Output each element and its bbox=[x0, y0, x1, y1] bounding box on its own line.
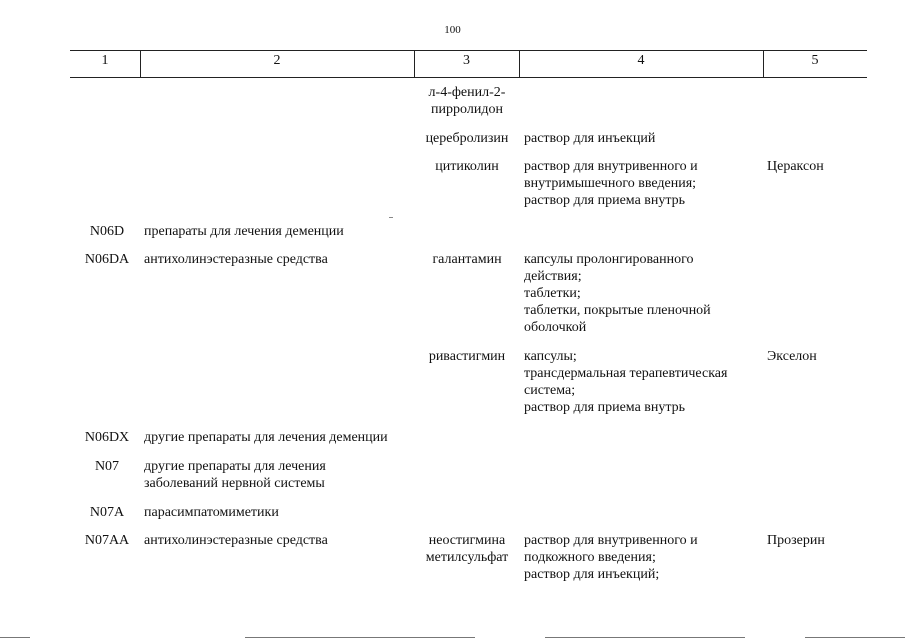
column-header-3: 3 bbox=[463, 53, 470, 68]
scan-edge-line bbox=[545, 637, 745, 638]
dosage-form-cell: раствор для инъекций bbox=[524, 131, 656, 146]
inn-cell: церебролизин bbox=[425, 131, 509, 146]
inn-cell: л-4-фенил-2- пирролидон bbox=[428, 85, 506, 117]
inn-cell: неостигмина метилсульфат bbox=[425, 533, 509, 565]
dosage-form-cell: раствор для внутривенного и внутримышечного введения; раствор для приема внутрь bbox=[524, 159, 698, 208]
column-header-2: 2 bbox=[273, 53, 281, 68]
trade-name-cell: Экселон bbox=[767, 349, 817, 364]
header-bottom-rule bbox=[70, 77, 867, 78]
atc-code-cell: N06DA bbox=[84, 252, 130, 267]
inn-cell: цитиколин bbox=[435, 159, 499, 174]
group-name-cell: другие препараты для лечения заболеваний нервной системы bbox=[144, 459, 326, 491]
inn-cell: ривастигмин bbox=[428, 349, 506, 364]
atc-code-cell: N07A bbox=[89, 505, 125, 520]
page-number: 100 bbox=[444, 24, 461, 36]
dosage-form-cell: капсулы пролонгированного действия; таблетки; таблетки, покрытые пленочной оболочкой bbox=[524, 252, 711, 335]
atc-code-cell: N07AA bbox=[84, 533, 130, 548]
table-top-rule bbox=[70, 50, 867, 51]
atc-code-cell: N06D bbox=[89, 224, 125, 239]
atc-code-cell: N06DX bbox=[84, 430, 130, 445]
scan-edge-line bbox=[245, 637, 475, 638]
scan-edge-line bbox=[0, 637, 30, 638]
trade-name-cell: Прозерин bbox=[767, 533, 825, 548]
column-header-5: 5 bbox=[811, 53, 819, 68]
trade-name-cell: Цераксон bbox=[767, 159, 824, 174]
dosage-form-cell: раствор для внутривенного и подкожного введения; раствор для инъекций; bbox=[524, 533, 698, 582]
scan-speck bbox=[389, 217, 393, 218]
group-name-cell: антихолинэстеразные средства bbox=[144, 252, 328, 267]
group-name-cell: парасимпатомиметики bbox=[144, 505, 279, 520]
group-name-cell: антихолинэстеразные средства bbox=[144, 533, 328, 548]
column-header-4: 4 bbox=[637, 53, 645, 68]
dosage-form-cell: капсулы; трансдермальная терапевтическая система; раствор для приема внутрь bbox=[524, 349, 728, 415]
inn-cell: галантамин bbox=[432, 252, 502, 267]
column-header-1: 1 bbox=[101, 53, 109, 68]
atc-code-cell: N07 bbox=[94, 459, 120, 474]
group-name-cell: другие препараты для лечения деменции bbox=[144, 430, 388, 445]
scan-edge-line bbox=[805, 637, 905, 638]
group-name-cell: препараты для лечения деменции bbox=[144, 224, 344, 239]
